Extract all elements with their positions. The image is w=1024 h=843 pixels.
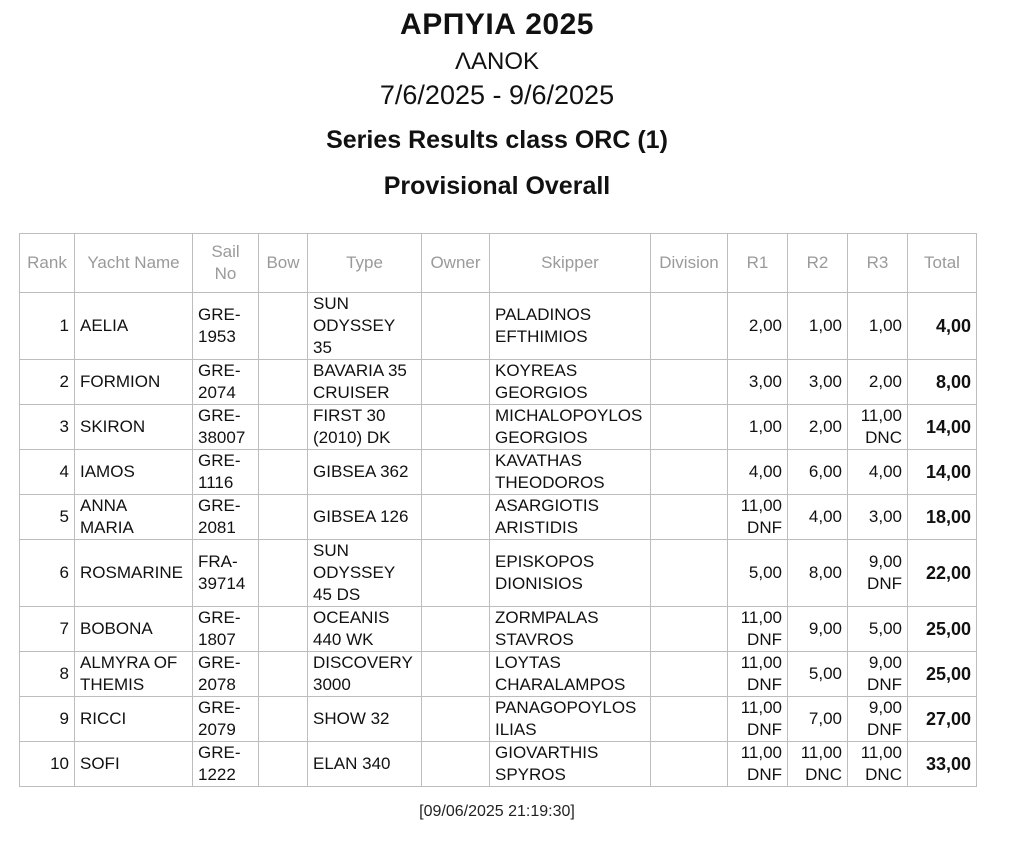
cell-rank: 9 bbox=[20, 697, 75, 742]
cell-yacht-line: IAMOS bbox=[80, 462, 135, 481]
cell-rank: 5 bbox=[20, 495, 75, 540]
cell-r1 bbox=[728, 495, 788, 540]
cell-sail bbox=[193, 742, 259, 787]
col-bow-header: Bow bbox=[259, 234, 308, 293]
cell-yacht bbox=[75, 742, 193, 787]
series-heading: Series Results class ORC (1) bbox=[326, 126, 668, 154]
cell-sail bbox=[193, 697, 259, 742]
table-row bbox=[20, 293, 977, 360]
cell-sail-line: 1953 bbox=[198, 327, 236, 346]
page-title: ΑΡΠΥΙΑ 2025 bbox=[400, 8, 594, 41]
cell-r1-line: 1,00 bbox=[748, 417, 782, 436]
cell-owner bbox=[422, 360, 490, 405]
cell-r3-line: 5,00 bbox=[868, 619, 902, 638]
cell-r1-line: 11,00 bbox=[740, 496, 782, 515]
cell-sail-line: 2081 bbox=[198, 518, 236, 537]
cell-division bbox=[651, 540, 728, 607]
cell-division bbox=[651, 495, 728, 540]
cell-skipper-line: ILIAS bbox=[495, 720, 537, 739]
col-division-header: Division bbox=[651, 234, 728, 293]
cell-skipper bbox=[490, 742, 651, 787]
table-row bbox=[20, 405, 977, 450]
cell-yacht bbox=[75, 495, 193, 540]
cell-type bbox=[308, 450, 422, 495]
event-dates: 7/6/2025 - 9/6/2025 bbox=[379, 80, 615, 110]
cell-yacht-line: AELIA bbox=[80, 316, 129, 335]
cell-r2 bbox=[788, 652, 848, 697]
cell-bow bbox=[259, 607, 308, 652]
cell-division bbox=[651, 450, 728, 495]
cell-r3 bbox=[848, 652, 908, 697]
col-r3-header: R3 bbox=[848, 234, 908, 293]
cell-type-line: ODYSSEY bbox=[313, 563, 396, 582]
cell-yacht-line: ANNA bbox=[80, 496, 128, 515]
cell-r1-line: 11,00 bbox=[740, 608, 782, 627]
cell-r3-line: DNF bbox=[867, 675, 902, 694]
cell-division bbox=[651, 697, 728, 742]
table-row bbox=[20, 652, 977, 697]
cell-type bbox=[308, 607, 422, 652]
cell-skipper-line: SPYROS bbox=[495, 765, 566, 784]
cell-total: 25,00 bbox=[908, 652, 977, 697]
cell-r1-line: 11,00 bbox=[740, 698, 782, 717]
cell-sail bbox=[193, 540, 259, 607]
cell-yacht bbox=[75, 360, 193, 405]
status-heading: Provisional Overall bbox=[383, 172, 611, 200]
cell-type bbox=[308, 293, 422, 360]
cell-type-line: GIBSEA 362 bbox=[313, 462, 409, 481]
cell-r3-line: DNF bbox=[867, 574, 902, 593]
table-row bbox=[20, 742, 977, 787]
cell-r2-line: 3,00 bbox=[808, 372, 842, 391]
cell-skipper-line: EPISKOPOS bbox=[495, 552, 595, 571]
cell-type-line: DISCOVERY bbox=[313, 653, 413, 672]
cell-rank: 1 bbox=[20, 293, 75, 360]
cell-r3-line: DNC bbox=[865, 428, 902, 447]
cell-division bbox=[651, 360, 728, 405]
cell-type-line: ELAN 340 bbox=[313, 754, 391, 773]
cell-skipper bbox=[490, 495, 651, 540]
col-r2-header: R2 bbox=[788, 234, 848, 293]
cell-skipper-line: GEORGIOS bbox=[495, 428, 588, 447]
cell-bow bbox=[259, 360, 308, 405]
cell-skipper-line: GIOVARTHIS bbox=[495, 743, 599, 762]
cell-skipper bbox=[490, 607, 651, 652]
cell-sail bbox=[193, 607, 259, 652]
cell-bow bbox=[259, 540, 308, 607]
cell-bow bbox=[259, 450, 308, 495]
cell-r2 bbox=[788, 540, 848, 607]
cell-division bbox=[651, 652, 728, 697]
cell-skipper-line: ZORMPALAS bbox=[495, 608, 599, 627]
col-type-header: Type bbox=[308, 234, 422, 293]
cell-owner bbox=[422, 607, 490, 652]
cell-skipper-line: MICHALOPOYLOS bbox=[495, 406, 643, 425]
table-row bbox=[20, 607, 977, 652]
cell-skipper-line: CHARALAMPOS bbox=[495, 675, 626, 694]
cell-sail bbox=[193, 405, 259, 450]
cell-type-line: GIBSEA 126 bbox=[313, 507, 409, 526]
cell-r1 bbox=[728, 652, 788, 697]
cell-skipper-line: EFTHIMIOS bbox=[495, 327, 588, 346]
cell-owner bbox=[422, 697, 490, 742]
cell-sail-line: 38007 bbox=[198, 428, 246, 447]
cell-skipper-line: GEORGIOS bbox=[495, 383, 588, 402]
cell-sail-line: GRE- bbox=[198, 653, 241, 672]
cell-sail-line: 1807 bbox=[198, 630, 236, 649]
cell-r2-line: 5,00 bbox=[808, 664, 842, 683]
generated-timestamp: [09/06/2025 21:19:30] bbox=[419, 803, 575, 820]
cell-sail-line: 2079 bbox=[198, 720, 236, 739]
cell-type-line: SHOW 32 bbox=[313, 709, 390, 728]
cell-skipper bbox=[490, 405, 651, 450]
cell-yacht-line: RICCI bbox=[80, 709, 127, 728]
cell-skipper bbox=[490, 450, 651, 495]
cell-skipper bbox=[490, 652, 651, 697]
cell-rank: 2 bbox=[20, 360, 75, 405]
cell-bow bbox=[259, 697, 308, 742]
cell-yacht bbox=[75, 697, 193, 742]
cell-r1-line: 2,00 bbox=[748, 316, 782, 335]
cell-yacht-line: MARIA bbox=[80, 518, 134, 537]
cell-sail-line: 39714 bbox=[198, 574, 246, 593]
cell-rank: 3 bbox=[20, 405, 75, 450]
cell-type-line: (2010) DK bbox=[313, 428, 391, 447]
cell-division bbox=[651, 405, 728, 450]
cell-r3 bbox=[848, 540, 908, 607]
cell-total: 14,00 bbox=[908, 450, 977, 495]
table-row bbox=[20, 540, 977, 607]
cell-total: 8,00 bbox=[908, 360, 977, 405]
cell-rank: 8 bbox=[20, 652, 75, 697]
cell-skipper-line: ASARGIOTIS bbox=[495, 496, 599, 515]
cell-type bbox=[308, 540, 422, 607]
table-row bbox=[20, 697, 977, 742]
cell-r2 bbox=[788, 742, 848, 787]
cell-owner bbox=[422, 652, 490, 697]
cell-sail-line: 1222 bbox=[198, 765, 236, 784]
cell-skipper bbox=[490, 697, 651, 742]
cell-sail-line: GRE- bbox=[198, 406, 241, 425]
cell-sail-line: 1116 bbox=[198, 473, 234, 492]
cell-r3-line: DNC bbox=[865, 765, 902, 784]
cell-r2 bbox=[788, 495, 848, 540]
cell-r2-line: 9,00 bbox=[808, 619, 842, 638]
cell-yacht-line: ALMYRA OF bbox=[80, 653, 178, 672]
col-owner-header: Owner bbox=[422, 234, 490, 293]
cell-type-line: FIRST 30 bbox=[313, 406, 386, 425]
cell-r3 bbox=[848, 495, 908, 540]
cell-type bbox=[308, 405, 422, 450]
cell-r3 bbox=[848, 742, 908, 787]
cell-type bbox=[308, 360, 422, 405]
cell-sail-line: GRE- bbox=[198, 698, 241, 717]
cell-division bbox=[651, 293, 728, 360]
cell-rank: 4 bbox=[20, 450, 75, 495]
cell-division bbox=[651, 607, 728, 652]
cell-type-line: ODYSSEY bbox=[313, 316, 396, 335]
cell-r3 bbox=[848, 405, 908, 450]
cell-r2-line: DNC bbox=[805, 765, 842, 784]
cell-r1-line: DNF bbox=[747, 765, 782, 784]
cell-type bbox=[308, 652, 422, 697]
cell-type-line: 45 DS bbox=[313, 585, 361, 604]
cell-r1 bbox=[728, 405, 788, 450]
cell-bow bbox=[259, 495, 308, 540]
cell-r3 bbox=[848, 607, 908, 652]
cell-r1-line: 3,00 bbox=[748, 372, 782, 391]
cell-r1 bbox=[728, 697, 788, 742]
cell-type-line: 35 bbox=[313, 338, 332, 357]
cell-sail-line: GRE- bbox=[198, 361, 241, 380]
cell-type bbox=[308, 495, 422, 540]
cell-r3-line: DNF bbox=[867, 720, 902, 739]
cell-r1-line: DNF bbox=[747, 720, 782, 739]
col-sail-header-line2: No bbox=[214, 264, 237, 283]
cell-r3-line: 9,00 bbox=[868, 698, 902, 717]
cell-total: 22,00 bbox=[908, 540, 977, 607]
cell-r1-line: 11,00 bbox=[740, 653, 782, 672]
table-row bbox=[20, 360, 977, 405]
cell-r2-line: 1,00 bbox=[808, 316, 842, 335]
cell-sail-line: GRE- bbox=[198, 496, 241, 515]
cell-yacht bbox=[75, 450, 193, 495]
cell-r3-line: 3,00 bbox=[868, 507, 902, 526]
cell-bow bbox=[259, 652, 308, 697]
cell-skipper bbox=[490, 293, 651, 360]
cell-sail bbox=[193, 450, 259, 495]
cell-r1 bbox=[728, 540, 788, 607]
cell-r1-line: DNF bbox=[747, 518, 782, 537]
cell-r3 bbox=[848, 293, 908, 360]
cell-r2-line: 4,00 bbox=[808, 507, 842, 526]
cell-type-line: CRUISER bbox=[313, 383, 390, 402]
cell-r3-line: 4,00 bbox=[868, 462, 902, 481]
cell-yacht-line: SKIRON bbox=[80, 417, 146, 436]
cell-r2-line: 11,00 bbox=[800, 743, 842, 762]
cell-total: 4,00 bbox=[908, 293, 977, 360]
cell-total: 14,00 bbox=[908, 405, 977, 450]
cell-r2 bbox=[788, 697, 848, 742]
results-body bbox=[20, 293, 977, 787]
cell-r3 bbox=[848, 360, 908, 405]
cell-division bbox=[651, 742, 728, 787]
cell-sail-line: GRE- bbox=[198, 305, 241, 324]
cell-yacht-line: BOBONA bbox=[80, 619, 153, 638]
cell-skipper-line: LOYTAS bbox=[495, 653, 561, 672]
cell-owner bbox=[422, 742, 490, 787]
cell-r1-line: 5,00 bbox=[748, 563, 782, 582]
col-skipper-header: Skipper bbox=[490, 234, 651, 293]
cell-r1 bbox=[728, 293, 788, 360]
cell-r3-line: 2,00 bbox=[868, 372, 902, 391]
cell-sail bbox=[193, 293, 259, 360]
cell-skipper bbox=[490, 540, 651, 607]
cell-yacht bbox=[75, 293, 193, 360]
col-rank-header: Rank bbox=[20, 234, 75, 293]
cell-sail bbox=[193, 495, 259, 540]
cell-r3-line: 9,00 bbox=[868, 653, 902, 672]
cell-r3 bbox=[848, 450, 908, 495]
cell-type-line: BAVARIA 35 bbox=[313, 361, 407, 380]
cell-r3-line: 1,00 bbox=[868, 316, 902, 335]
cell-r2-line: 8,00 bbox=[808, 563, 842, 582]
cell-skipper bbox=[490, 360, 651, 405]
cell-type bbox=[308, 742, 422, 787]
cell-type-line: SUN bbox=[313, 541, 349, 560]
cell-sail-line: GRE- bbox=[198, 743, 241, 762]
cell-r3-line: 11,00 bbox=[860, 743, 902, 762]
col-total-header: Total bbox=[908, 234, 977, 293]
cell-owner bbox=[422, 495, 490, 540]
cell-r3 bbox=[848, 697, 908, 742]
cell-type-line: 3000 bbox=[313, 675, 351, 694]
table-header-row bbox=[20, 234, 977, 293]
cell-yacht bbox=[75, 405, 193, 450]
cell-r1-line: DNF bbox=[747, 630, 782, 649]
cell-skipper-line: DIONISIOS bbox=[495, 574, 583, 593]
cell-r1-line: DNF bbox=[747, 675, 782, 694]
table-row bbox=[20, 495, 977, 540]
cell-type bbox=[308, 697, 422, 742]
cell-type-line: 440 WK bbox=[313, 630, 374, 649]
cell-owner bbox=[422, 450, 490, 495]
cell-yacht-line: THEMIS bbox=[80, 675, 145, 694]
cell-skipper-line: THEODOROS bbox=[495, 473, 605, 492]
table-row bbox=[20, 450, 977, 495]
cell-r1-line: 4,00 bbox=[748, 462, 782, 481]
cell-rank: 6 bbox=[20, 540, 75, 607]
cell-skipper-line: KAVATHAS bbox=[495, 451, 582, 470]
cell-sail-line: GRE- bbox=[198, 608, 241, 627]
cell-r2 bbox=[788, 360, 848, 405]
cell-total: 33,00 bbox=[908, 742, 977, 787]
cell-r1 bbox=[728, 450, 788, 495]
cell-total: 18,00 bbox=[908, 495, 977, 540]
cell-sail-line: FRA- bbox=[198, 552, 238, 571]
cell-yacht bbox=[75, 540, 193, 607]
cell-r2 bbox=[788, 405, 848, 450]
cell-sail-line: 2078 bbox=[198, 675, 236, 694]
cell-owner bbox=[422, 540, 490, 607]
cell-skipper-line: KOYREAS bbox=[495, 361, 578, 380]
cell-r1-line: 11,00 bbox=[740, 743, 782, 762]
cell-type-line: OCEANIS bbox=[313, 608, 390, 627]
cell-sail bbox=[193, 652, 259, 697]
cell-yacht bbox=[75, 607, 193, 652]
cell-r2-line: 6,00 bbox=[808, 462, 842, 481]
col-sail-header-line1: Sail bbox=[211, 242, 240, 261]
cell-r1 bbox=[728, 742, 788, 787]
cell-owner bbox=[422, 405, 490, 450]
cell-yacht-line: SOFI bbox=[80, 754, 120, 773]
col-r1-header: R1 bbox=[728, 234, 788, 293]
cell-rank: 10 bbox=[20, 742, 75, 787]
cell-yacht-line: ROSMARINE bbox=[80, 563, 183, 582]
cell-r3-line: 11,00 bbox=[860, 406, 902, 425]
cell-owner bbox=[422, 293, 490, 360]
cell-bow bbox=[259, 742, 308, 787]
cell-r2-line: 7,00 bbox=[808, 709, 842, 728]
cell-type-line: SUN bbox=[313, 294, 349, 313]
cell-sail bbox=[193, 360, 259, 405]
cell-skipper-line: PANAGOPOYLOS bbox=[495, 698, 637, 717]
club-name: ΛΑΝΟΚ bbox=[454, 48, 540, 75]
cell-bow bbox=[259, 293, 308, 360]
cell-bow bbox=[259, 405, 308, 450]
col-sail-header bbox=[193, 234, 259, 293]
cell-r3-line: 9,00 bbox=[868, 552, 902, 571]
results-table bbox=[19, 233, 977, 787]
cell-total: 25,00 bbox=[908, 607, 977, 652]
cell-r2 bbox=[788, 293, 848, 360]
cell-r2-line: 2,00 bbox=[808, 417, 842, 436]
cell-r2 bbox=[788, 607, 848, 652]
cell-r1 bbox=[728, 360, 788, 405]
cell-sail-line: GRE- bbox=[198, 451, 241, 470]
cell-skipper-line: STAVROS bbox=[495, 630, 574, 649]
cell-yacht bbox=[75, 652, 193, 697]
cell-r1 bbox=[728, 607, 788, 652]
col-yacht-header: Yacht Name bbox=[75, 234, 193, 293]
cell-sail-line: 2074 bbox=[198, 383, 236, 402]
cell-total: 27,00 bbox=[908, 697, 977, 742]
cell-skipper-line: PALADINOS bbox=[495, 305, 592, 324]
cell-skipper-line: ARISTIDIS bbox=[495, 518, 579, 537]
cell-r2 bbox=[788, 450, 848, 495]
cell-rank: 7 bbox=[20, 607, 75, 652]
cell-yacht-line: FORMION bbox=[80, 372, 161, 391]
